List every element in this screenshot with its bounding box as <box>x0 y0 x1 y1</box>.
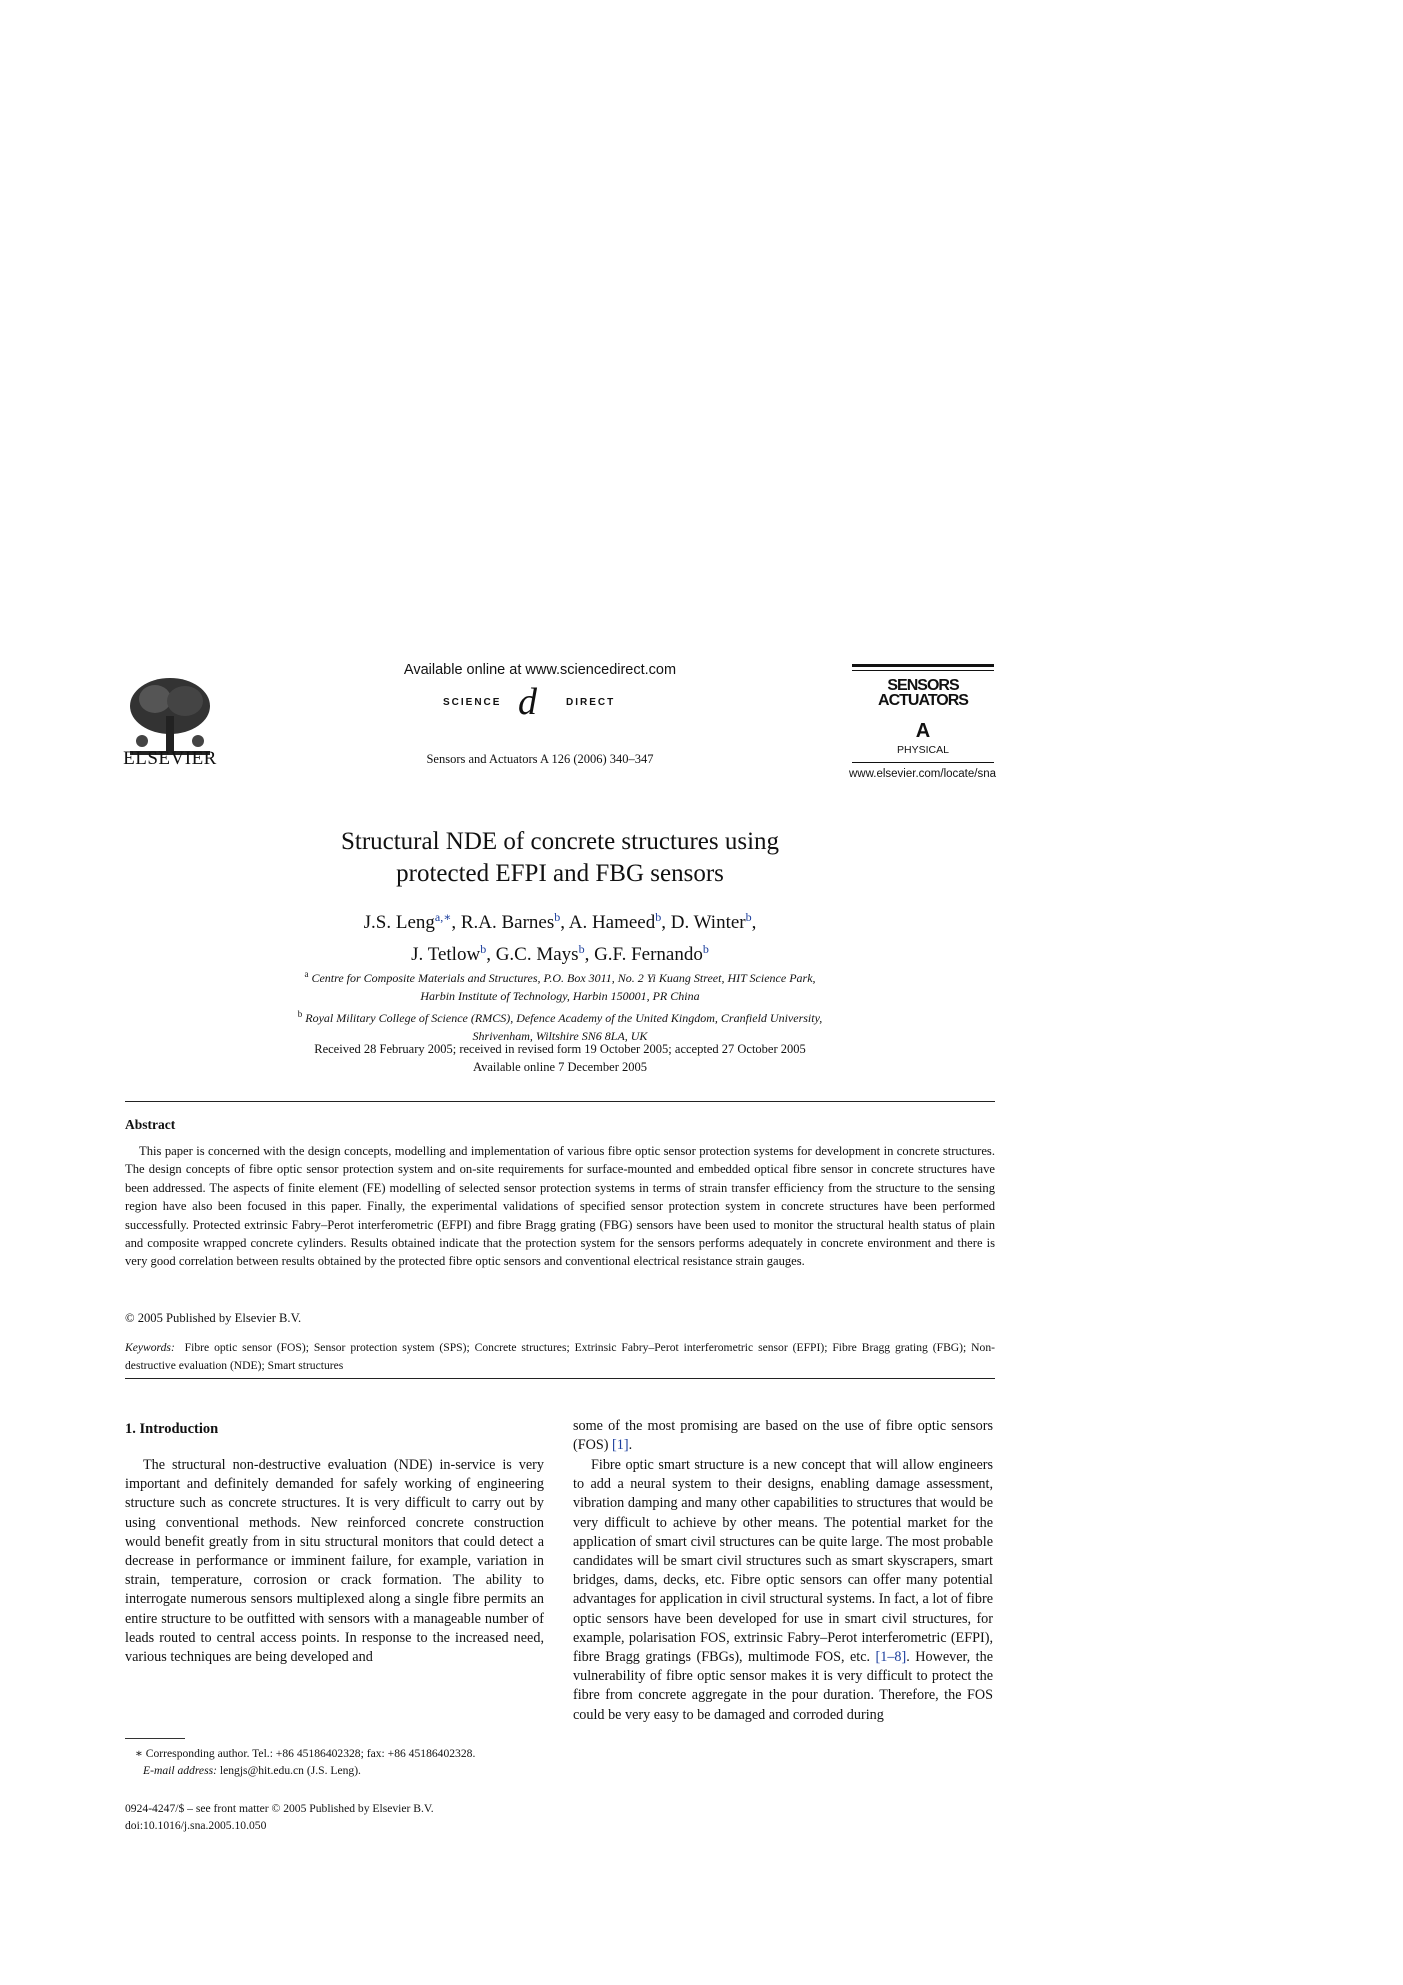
author-separator: , <box>751 912 757 933</box>
affiliation-text: Shrivenham, Wiltshire SN6 8LA, UK <box>472 1029 648 1043</box>
body-column-right-paragraph <box>573 1456 993 1725</box>
abstract-copyright: © 2005 Published by Elsevier B.V. <box>125 1311 302 1325</box>
body-column-right-continuation <box>573 1417 993 1455</box>
affiliation-text: Royal Military College of Science (RMCS), Defence Academy of the United Kingdom, Cranfield University, <box>305 1011 823 1025</box>
affiliation-b <box>200 1005 920 1027</box>
email-link[interactable]: lengjs@hit.edu.cn (J.S. Leng). <box>219 1764 361 1777</box>
author-name[interactable]: J.S. Leng <box>363 912 435 933</box>
author-separator: , <box>451 912 461 933</box>
paragraph-text: Fibre optic smart structure is a new concept that will allow engineers to add a neural system to their designs, enabling damage assessment, vibration damping and many other capabilities to structures that would be very difficult to achieve by other means. The potential market for the application of smart civil structures can be quite large. The most probable candidates will be smart civil structures such as smart skyscrapers, smart bridges, dams, decks, etc. Fibre optic sensors can offer many potential advantages for application in civil structural systems. In fact, a lot of fibre optic sensors have been developed for use in smart civil structures, for example, polarisation FOS, extrinsic Fabry–Perot interferometric (EFPI), fibre Bragg gratings (FBGs), multimode FOS, etc. <box>573 1457 993 1666</box>
keywords-list: Fibre optic sensor (FOS); Sensor protection system (SPS); Concrete structures; Extrinsic Fabry–Perot interferometric sensor (EFPI); Fibre Bragg grating (FBG); Non-destructive evaluation (NDE); Smart structures <box>125 1341 996 1372</box>
front-matter-footnote <box>125 1800 555 1834</box>
paragraph-text: some of the most promising are based on the use of fibre optic sensors (FOS) <box>573 1418 993 1454</box>
footnote-rule <box>125 1738 185 1739</box>
author-name[interactable]: G.F. Fernando <box>594 944 703 965</box>
keywords-label: Keywords: <box>125 1341 175 1354</box>
footnote-text: ∗ Corresponding author. Tel.: +86 45186402328; fax: +86 45186402328. <box>135 1747 476 1760</box>
citation-link[interactable]: [1–8] <box>875 1649 907 1666</box>
author-affiliation-mark[interactable]: b <box>480 942 487 956</box>
journal-logo-line2: ACTUATORS <box>878 692 968 709</box>
paragraph-text: . <box>628 1437 633 1454</box>
author-name[interactable]: A. Hameed <box>568 912 656 933</box>
author-affiliation-mark[interactable]: b <box>702 942 709 956</box>
sciencedirect-logo-left: SCIENCE <box>443 697 502 708</box>
author-list <box>250 904 870 968</box>
affiliation-text: Harbin Institute of Technology, Harbin 150001, PR China <box>420 989 700 1003</box>
corresponding-author-footnote <box>125 1745 555 1779</box>
journal-url[interactable]: www.elsevier.com/locate/sna <box>848 768 996 780</box>
keywords <box>125 1339 995 1375</box>
author-name[interactable]: R.A. Barnes <box>460 912 555 933</box>
article-history <box>200 1040 920 1076</box>
available-online-banner: Available online at www.sciencedirect.com <box>403 662 677 678</box>
journal-reference: Sensors and Actuators A 126 (2006) 340–347 <box>426 752 654 766</box>
affiliation-a <box>200 965 920 987</box>
title-line-1: Structural NDE of concrete structures using <box>340 828 780 855</box>
affiliation-mark: a <box>304 969 309 979</box>
author-affiliation-mark[interactable]: b <box>578 942 585 956</box>
journal-logo-rule <box>852 670 994 671</box>
citation-link[interactable]: [1] <box>612 1437 629 1454</box>
author-separator: , <box>486 944 496 965</box>
email-label: E-mail address: <box>143 1764 217 1777</box>
affiliation-text: Centre for Composite Materials and Structures, P.O. Box 3011, No. 2 Yi Kuang Street, HIT Science Park, <box>311 971 816 985</box>
section-heading: 1. Introduction <box>125 1421 219 1437</box>
received-dates: Received 28 February 2005; received in revised form 19 October 2005; accepted 27 October 2005 <box>314 1042 806 1056</box>
journal-logo-line1: SENSORS <box>887 677 959 694</box>
author-name[interactable]: J. Tetlow <box>411 944 481 965</box>
author-separator: , <box>584 944 595 965</box>
author-line-2 <box>250 936 870 968</box>
affiliation-mark: b <box>297 1009 303 1019</box>
author-name[interactable]: G.C. Mays <box>495 944 579 965</box>
author-separator: , <box>661 912 671 933</box>
sciencedirect-logo-icon: d <box>518 681 537 723</box>
journal-logo-rule <box>852 762 994 763</box>
author-affiliation-mark[interactable]: b <box>554 910 561 924</box>
sciencedirect-logo-right: DIRECT <box>566 697 616 708</box>
journal-logo-letter: A <box>915 720 931 742</box>
doi-link[interactable]: doi:10.1016/j.sna.2005.10.050 <box>125 1819 267 1832</box>
publisher-name: ELSEVIER <box>123 748 217 769</box>
paragraph-text: . However, the vulnerability of fibre optic sensor makes it is very difficult to protect the fibre from concrete aggregate in the pour duration. Therefore, the FOS could be very easy to be damaged and corroded during <box>573 1649 993 1723</box>
author-affiliation-mark[interactable]: b <box>745 910 752 924</box>
author-affiliation-mark[interactable]: a,∗ <box>434 910 452 924</box>
title-line-2: protected EFPI and FBG sensors <box>396 860 724 887</box>
author-name[interactable]: D. Winter <box>670 912 746 933</box>
issn-text: 0924-4247/$ – see front matter © 2005 Published by Elsevier B.V. <box>125 1802 434 1815</box>
available-online-date: Available online 7 December 2005 <box>472 1060 647 1074</box>
abstract-text: This paper is concerned with the design concepts, modelling and implementation of various fibre optic sensor protection systems for development in concrete structures. The design concepts of fibre optic sensor protection system and on-site requirements for surface-mounted and embedded optical fibre sensor in concrete structures have been addressed. The aspects of finite element (FE) modelling of selected sensor protection systems in terms of strain transfer efficiency from the structure to the sensing region have also been focused in this paper. Finally, the experimental validations of specified sensor protection system in concrete structures have been performed successfully. Protected extrinsic Fabry–Perot interferometric (EFPI) and fibre Bragg grating (FBG) sensors have been used to monitor the structural health status of plain and composite wrapped concrete cylinders. Results obtained indicate that the protection system for the sensors performs adequately in concrete environment and there is very good correlation between results obtained by the protected fibre optic sensors and conventional electrical resistance strain gauges. <box>125 1144 995 1269</box>
author-line-1 <box>250 904 870 936</box>
journal-logo-subtitle: PHYSICAL <box>897 744 949 756</box>
article-title <box>250 826 870 890</box>
affiliations <box>200 965 920 1045</box>
author-separator: , <box>560 912 569 933</box>
divider <box>125 1101 995 1102</box>
divider <box>125 1378 995 1379</box>
abstract-heading: Abstract <box>125 1117 176 1132</box>
journal-logo-title <box>852 678 994 708</box>
journal-logo-rule <box>852 664 994 667</box>
body-column-left: The structural non-destructive evaluation (NDE) in-service is very important and definitely demanded for safely working of engineering structure such as concrete structures. It is very difficult to carry out by using conventional methods. New reinforced concrete construction would benefit greatly from in situ structural monitors that could detect a decrease in performance or imminent failure, for example, variation in strain, temperature, corrosion or crack formation. The ability to interrogate numerous sensors multiplexed along a single fibre permits an entire structure to be outfitted with sensors with a manageable number of leads routed to central access points. In response to the increased need, various techniques are being developed and <box>125 1457 544 1666</box>
author-affiliation-mark[interactable]: b <box>655 910 662 924</box>
